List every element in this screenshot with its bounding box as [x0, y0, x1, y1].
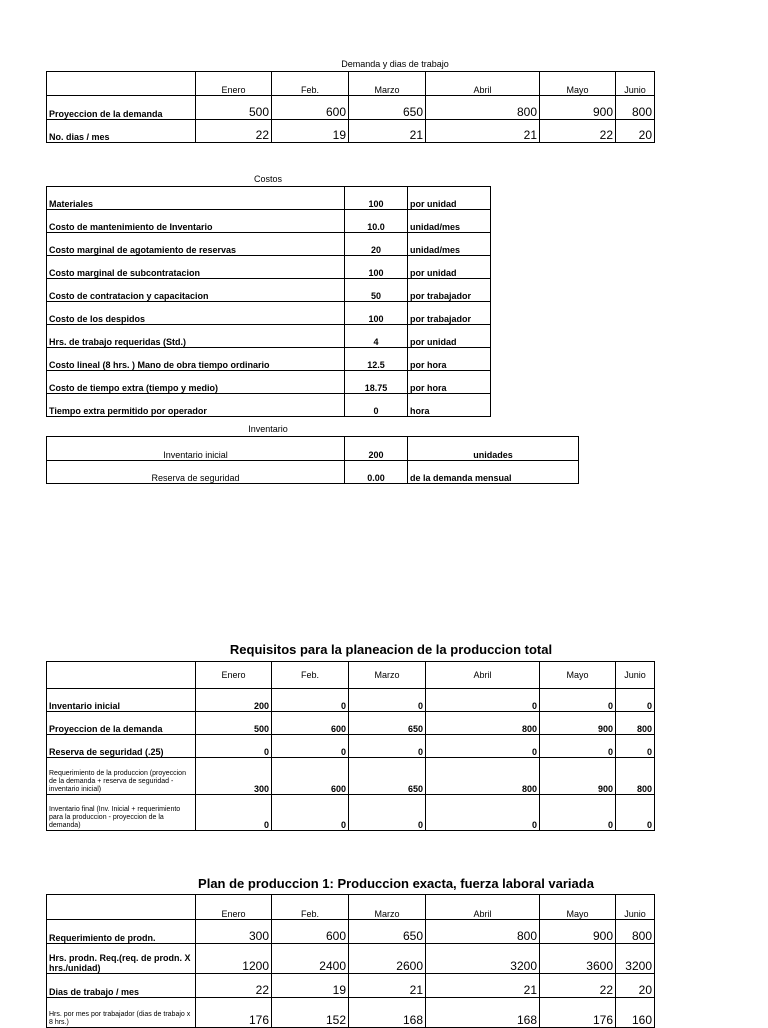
cell-value: 152	[272, 998, 349, 1028]
cell-unit: unidades	[408, 437, 579, 461]
cell-value: 3200	[616, 944, 655, 974]
cell-value: 50	[345, 279, 408, 302]
month-header: Junio	[616, 662, 655, 689]
month-header: Abril	[426, 72, 540, 96]
cell-value: 200	[196, 689, 272, 712]
cell-unit: por hora	[408, 371, 491, 394]
cell-unit: por hora	[408, 348, 491, 371]
cell-value: 3200	[426, 944, 540, 974]
month-header: Junio	[616, 895, 655, 920]
cell-value: 800	[616, 712, 655, 735]
month-header: Junio	[616, 72, 655, 96]
table-row	[47, 758, 655, 795]
month-header: Mayo	[540, 895, 616, 920]
cell-value: 0	[426, 795, 540, 831]
cell-value: 900	[540, 920, 616, 944]
cell-value: 800	[616, 758, 655, 795]
table-row	[47, 998, 655, 1028]
cell-value: 800	[426, 96, 540, 120]
cell-value: 600	[272, 96, 349, 120]
cell-value: 22	[540, 974, 616, 998]
row-label: Materiales	[47, 187, 345, 210]
table-row	[47, 325, 491, 348]
cell-value: 0	[426, 735, 540, 758]
table-row	[47, 437, 579, 461]
row-label: Costo de tiempo extra (tiempo y medio)	[47, 371, 345, 394]
cell-value: 21	[349, 974, 426, 998]
requisitos-title: Requisitos para la planeacion de la produccion total	[229, 642, 553, 657]
inventario-table	[46, 436, 579, 484]
costos-title: Costos	[253, 174, 282, 184]
table-row	[47, 256, 491, 279]
month-header: Feb.	[272, 662, 349, 689]
cell-value: 0	[196, 735, 272, 758]
cell-value: 160	[616, 998, 655, 1028]
table-row	[47, 920, 655, 944]
cell-value: 0	[616, 689, 655, 712]
inventario-title: Inventario	[248, 424, 288, 434]
cell-value: 100	[345, 187, 408, 210]
cell-value: 600	[272, 920, 349, 944]
month-header: Enero	[196, 895, 272, 920]
row-label: Requerimiento de la produccion (proyeccion de la demanda + reserva de seguridad - inventario inicial)	[47, 758, 196, 795]
cell-value: 0	[345, 394, 408, 417]
cell-value: 20	[616, 120, 655, 143]
cell-value: 0	[349, 689, 426, 712]
cell-value: 0	[426, 689, 540, 712]
costos-table	[46, 186, 491, 417]
cell-value: 176	[540, 998, 616, 1028]
table-row	[47, 371, 491, 394]
month-header: Marzo	[349, 662, 426, 689]
cell-value: 1200	[196, 944, 272, 974]
row-label: Requerimiento de prodn.	[47, 920, 196, 944]
cell-unit: unidad/mes	[408, 210, 491, 233]
table-row	[47, 279, 491, 302]
header-blank	[47, 662, 196, 689]
cell-value: 800	[426, 920, 540, 944]
cell-value: 600	[272, 758, 349, 795]
row-label: Hrs. de trabajo requeridas (Std.)	[47, 325, 345, 348]
cell-value: 2600	[349, 944, 426, 974]
demanda-title: Demanda y dias de trabajo	[341, 59, 449, 69]
cell-value: 900	[540, 96, 616, 120]
row-label: Reserva de seguridad	[47, 461, 345, 484]
row-label: Hrs. por mes por trabajador (dias de trabajo x 8 hrs.)	[47, 998, 196, 1028]
requisitos-table	[46, 661, 655, 831]
row-label: Hrs. prodn. Req.(req. de prodn. X hrs./unidad)	[47, 944, 196, 974]
month-header: Marzo	[349, 72, 426, 96]
cell-value: 22	[540, 120, 616, 143]
cell-value: 22	[196, 120, 272, 143]
cell-value: 168	[426, 998, 540, 1028]
month-header: Feb.	[272, 895, 349, 920]
cell-value: 0	[349, 735, 426, 758]
row-label: No. dias / mes	[47, 120, 196, 143]
cell-value: 500	[196, 96, 272, 120]
table-row	[47, 795, 655, 831]
month-header: Abril	[426, 662, 540, 689]
table-row	[47, 944, 655, 974]
table-row	[47, 96, 655, 120]
table-row	[47, 712, 655, 735]
cell-unit: unidad/mes	[408, 233, 491, 256]
cell-unit: de la demanda mensual	[408, 461, 579, 484]
cell-value: 4	[345, 325, 408, 348]
cell-value: 21	[426, 120, 540, 143]
table-row	[47, 735, 655, 758]
cell-value: 0	[272, 735, 349, 758]
row-label: Costo marginal de agotamiento de reservas	[47, 233, 345, 256]
cell-value: 800	[426, 758, 540, 795]
cell-value: 10.0	[345, 210, 408, 233]
table-row	[47, 302, 491, 325]
cell-value: 300	[196, 920, 272, 944]
month-header: Marzo	[349, 895, 426, 920]
header-blank	[47, 72, 196, 96]
cell-value: 176	[196, 998, 272, 1028]
row-label: Costo lineal (8 hrs. ) Mano de obra tiempo ordinario	[47, 348, 345, 371]
table-row	[47, 233, 491, 256]
table-row	[47, 974, 655, 998]
row-label: Proyeccion de la demanda	[47, 712, 196, 735]
cell-value: 200	[345, 437, 408, 461]
cell-value: 2400	[272, 944, 349, 974]
cell-value: 21	[349, 120, 426, 143]
cell-value: 650	[349, 758, 426, 795]
cell-value: 0	[272, 689, 349, 712]
row-label: Reserva de seguridad (.25)	[47, 735, 196, 758]
row-label: Costo de los despidos	[47, 302, 345, 325]
row-label: Inventario inicial	[47, 689, 196, 712]
table-row	[47, 210, 491, 233]
cell-value: 650	[349, 712, 426, 735]
month-header: Abril	[426, 895, 540, 920]
cell-value: 168	[349, 998, 426, 1028]
table-row	[47, 187, 491, 210]
table-row	[47, 689, 655, 712]
table-row	[47, 394, 491, 417]
row-label: Tiempo extra permitido por operador	[47, 394, 345, 417]
table-row	[47, 120, 655, 143]
table-row	[47, 348, 491, 371]
demanda-table	[46, 71, 655, 143]
cell-value: 0	[349, 795, 426, 831]
cell-value: 0	[196, 795, 272, 831]
header-blank	[47, 895, 196, 920]
cell-value: 100	[345, 302, 408, 325]
cell-value: 900	[540, 712, 616, 735]
cell-value: 900	[540, 758, 616, 795]
month-header: Enero	[196, 662, 272, 689]
cell-unit: por unidad	[408, 187, 491, 210]
cell-value: 3600	[540, 944, 616, 974]
cell-value: 19	[272, 974, 349, 998]
cell-value: 22	[196, 974, 272, 998]
cell-value: 21	[426, 974, 540, 998]
cell-value: 650	[349, 96, 426, 120]
row-label: Costo marginal de subcontratacion	[47, 256, 345, 279]
row-label: Inventario final (Inv. Inicial + requerimiento para la produccion - proyeccion de la demanda)	[47, 795, 196, 831]
cell-value: 0.00	[345, 461, 408, 484]
row-label: Proyeccion de la demanda	[47, 96, 196, 120]
cell-value: 800	[616, 920, 655, 944]
cell-unit: por trabajador	[408, 302, 491, 325]
cell-unit: por trabajador	[408, 279, 491, 302]
row-label: Dias de trabajo / mes	[47, 974, 196, 998]
row-label: Costo de mantenimiento de Inventario	[47, 210, 345, 233]
cell-value: 0	[616, 795, 655, 831]
cell-value: 0	[272, 795, 349, 831]
cell-value: 0	[616, 735, 655, 758]
cell-value: 12.5	[345, 348, 408, 371]
month-header: Mayo	[540, 662, 616, 689]
cell-value: 18.75	[345, 371, 408, 394]
month-header: Enero	[196, 72, 272, 96]
plan1-table	[46, 894, 655, 1028]
cell-unit: por unidad	[408, 256, 491, 279]
cell-value: 800	[426, 712, 540, 735]
month-header: Feb.	[272, 72, 349, 96]
cell-value: 800	[616, 96, 655, 120]
cell-value: 19	[272, 120, 349, 143]
cell-unit: hora	[408, 394, 491, 417]
plan1-title: Plan de produccion 1: Produccion exacta, fuerza laboral variada	[198, 876, 594, 891]
cell-value: 100	[345, 256, 408, 279]
row-label: Inventario inicial	[47, 437, 345, 461]
cell-value: 0	[540, 689, 616, 712]
row-label: Costo de contratacion y capacitacion	[47, 279, 345, 302]
cell-value: 500	[196, 712, 272, 735]
cell-value: 20	[616, 974, 655, 998]
cell-value: 650	[349, 920, 426, 944]
cell-value: 0	[540, 735, 616, 758]
cell-unit: por unidad	[408, 325, 491, 348]
cell-value: 600	[272, 712, 349, 735]
table-row	[47, 461, 579, 484]
cell-value: 300	[196, 758, 272, 795]
month-header: Mayo	[540, 72, 616, 96]
cell-value: 0	[540, 795, 616, 831]
cell-value: 20	[345, 233, 408, 256]
